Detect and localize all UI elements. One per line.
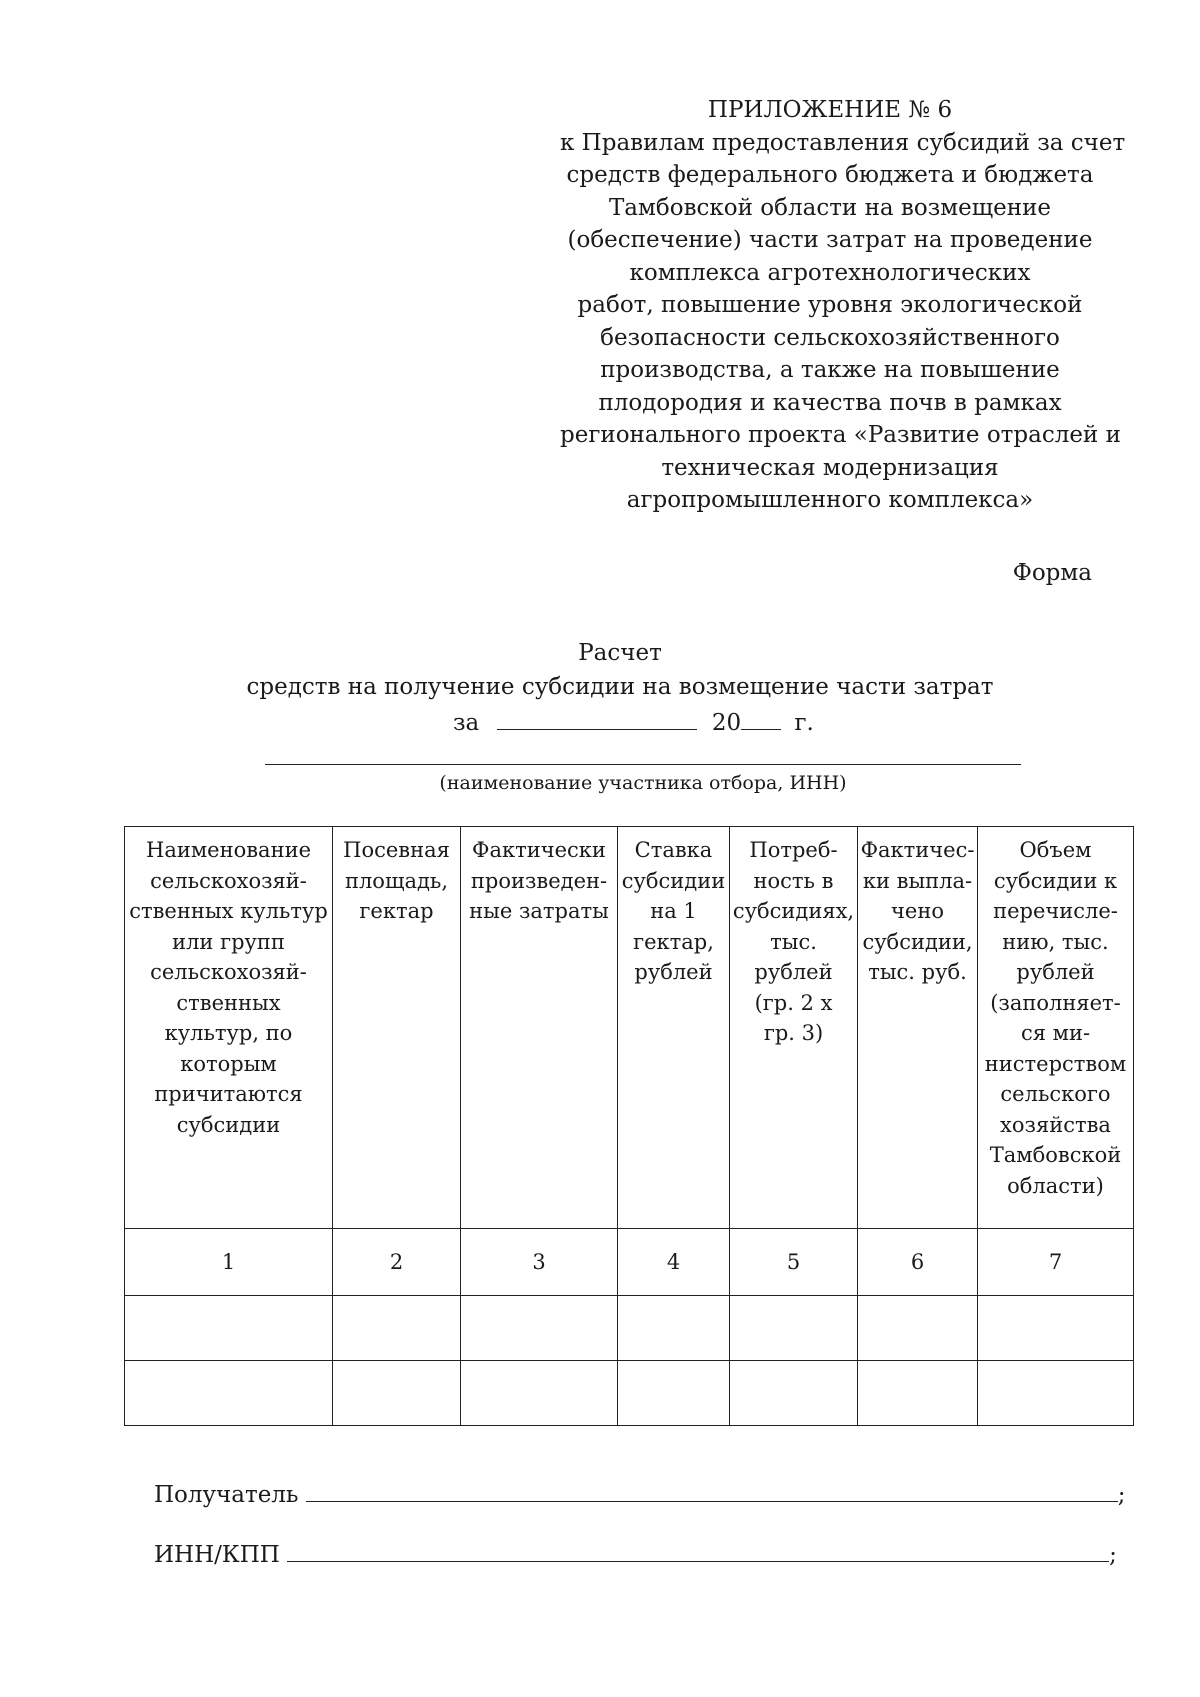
inn-kpp-line: [154, 1539, 1117, 1568]
column-number-row: [125, 1229, 1134, 1296]
column-header-line: ные затраты: [469, 899, 609, 923]
column-header-line: гр. 3): [763, 1021, 824, 1045]
annex-line: производства, а также на повышение: [600, 357, 1060, 383]
column-number: 6: [858, 1229, 978, 1296]
annex-line: комплекса агротехнологических: [629, 259, 1031, 286]
annex-line: к Правилам предоставления субсидий за счет: [560, 129, 1126, 156]
period-prefix: за: [453, 710, 480, 736]
table-cell[interactable]: [461, 1361, 618, 1426]
table-cell[interactable]: [858, 1296, 978, 1361]
table-cell[interactable]: [618, 1361, 730, 1426]
period-blank-field[interactable]: [497, 707, 697, 730]
annex-line: средств федерального бюджета и бюджета: [566, 162, 1094, 188]
column-header-line: или групп: [172, 929, 285, 954]
column-header-3: [461, 827, 618, 1229]
annex-line: Тамбовской области на возмещение: [608, 194, 1052, 221]
document-title: Расчет: [578, 640, 662, 666]
column-header-line: рублей: [754, 960, 833, 984]
annex-line: (обеспечение) части затрат на проведение: [567, 227, 1093, 253]
column-header-line: сельского: [1000, 1082, 1111, 1106]
column-header-line: Ставка: [634, 838, 713, 862]
column-header-line: которым: [180, 1051, 277, 1076]
annex-title: ПРИЛОЖЕНИЕ № 6: [707, 97, 953, 123]
column-header-line: ся ми-: [1020, 1021, 1091, 1045]
column-header-4: [618, 827, 730, 1229]
annex-line: регионального проекта «Развитие отраслей и: [560, 422, 1121, 448]
recipient-label: Получатель: [154, 1482, 299, 1508]
column-header-line: рублей: [1016, 960, 1095, 984]
table-cell[interactable]: [125, 1361, 333, 1426]
table-cell[interactable]: [730, 1361, 858, 1426]
table-cell[interactable]: [978, 1361, 1134, 1426]
participant-caption: (наименование участника отбора, ИНН): [439, 772, 847, 794]
column-number: 2: [333, 1229, 461, 1296]
column-header-line: Фактичес-: [860, 838, 975, 862]
recipient-terminator: ;: [1117, 1482, 1126, 1508]
column-header-line: чено: [891, 899, 944, 923]
column-header-line: тыс.: [770, 929, 817, 954]
column-header-line: субсидии: [621, 868, 726, 893]
table-header-row: [125, 827, 1134, 1229]
column-header-line: субсидиях,: [732, 899, 855, 923]
column-header-line: на 1: [650, 899, 697, 923]
annex-line: плодородия и качества почв в рамках: [598, 389, 1062, 416]
column-header-line: гектар: [359, 899, 434, 923]
table-cell[interactable]: [333, 1296, 461, 1361]
table-cell[interactable]: [618, 1296, 730, 1361]
column-header-1: [125, 827, 333, 1229]
column-header-line: субсидии к: [993, 868, 1118, 893]
year-suffix: г.: [794, 710, 814, 736]
column-header-line: Наименование: [146, 838, 311, 862]
annex-line: безопасности сельскохозяйственного: [600, 324, 1060, 351]
inn-kpp-field[interactable]: [287, 1539, 1109, 1562]
document-subtitle: средств на получение субсидии на возмещение части затрат: [246, 674, 994, 700]
column-header-line: Фактически: [472, 838, 606, 862]
column-header-line: произведен-: [470, 868, 608, 893]
column-header-line: нистерством: [984, 1051, 1127, 1076]
column-header-line: Потреб-: [749, 838, 838, 862]
form-label: Форма: [1012, 560, 1092, 586]
year-blank-field[interactable]: [741, 707, 781, 730]
column-header-line: Объем: [1019, 838, 1092, 862]
column-header-7: [978, 827, 1134, 1229]
column-header-line: (гр. 2 х: [754, 990, 833, 1015]
column-number: 3: [461, 1229, 618, 1296]
column-header-6: [858, 827, 978, 1229]
annex-line: работ, повышение уровня экологической: [577, 292, 1083, 318]
column-header-line: ственных: [176, 990, 281, 1015]
calculation-table: [124, 826, 1134, 1426]
column-header-5: [730, 827, 858, 1229]
recipient-line: [154, 1479, 1126, 1508]
column-header-line: нию, тыс.: [1002, 929, 1109, 954]
column-header-line: субсидии,: [862, 929, 973, 954]
recipient-field[interactable]: [306, 1479, 1118, 1502]
column-header-line: сельскохозяй-: [150, 868, 307, 893]
year-prefix: 20: [711, 710, 742, 736]
column-header-line: области): [1007, 1173, 1104, 1198]
column-header-line: ность в: [753, 868, 834, 893]
column-header-line: причитаются: [154, 1082, 303, 1106]
column-header-line: субсидии: [176, 1112, 281, 1137]
participant-name-field[interactable]: [265, 764, 1021, 765]
inn-kpp-label: ИНН/КПП: [154, 1542, 280, 1568]
column-header-line: Тамбовской: [989, 1143, 1122, 1167]
column-header-line: хозяйства: [1000, 1112, 1111, 1137]
annex-header: [560, 94, 1126, 517]
column-number: 7: [978, 1229, 1134, 1296]
column-header-line: гектар,: [633, 929, 714, 954]
table-cell[interactable]: [461, 1296, 618, 1361]
table-cell[interactable]: [978, 1296, 1134, 1361]
column-header-line: Посевная: [343, 838, 450, 862]
table-row: [125, 1296, 1134, 1361]
column-header-line: площадь,: [344, 868, 449, 893]
annex-line: техническая модернизация: [661, 454, 999, 481]
table-cell[interactable]: [333, 1361, 461, 1426]
table-row: [125, 1361, 1134, 1426]
column-header-line: культур, по: [164, 1021, 293, 1045]
column-number: 5: [730, 1229, 858, 1296]
annex-line: агропромышленного комплекса»: [626, 487, 1034, 513]
column-header-line: тыс. руб.: [868, 960, 967, 984]
column-header-line: (заполняет-: [990, 990, 1121, 1015]
column-number: 1: [125, 1229, 333, 1296]
column-header-line: ки выпла-: [862, 868, 973, 893]
column-number: 4: [618, 1229, 730, 1296]
table-cell[interactable]: [858, 1361, 978, 1426]
column-header-line: рублей: [634, 960, 713, 984]
column-header-2: [333, 827, 461, 1229]
column-header-line: сельскохозяй-: [150, 960, 307, 984]
inn-kpp-terminator: ;: [1109, 1542, 1117, 1568]
period-line: [453, 707, 814, 736]
table-cell[interactable]: [125, 1296, 333, 1361]
table-cell[interactable]: [730, 1296, 858, 1361]
column-header-line: перечисле-: [993, 899, 1118, 923]
column-header-line: ственных культур: [129, 899, 328, 923]
